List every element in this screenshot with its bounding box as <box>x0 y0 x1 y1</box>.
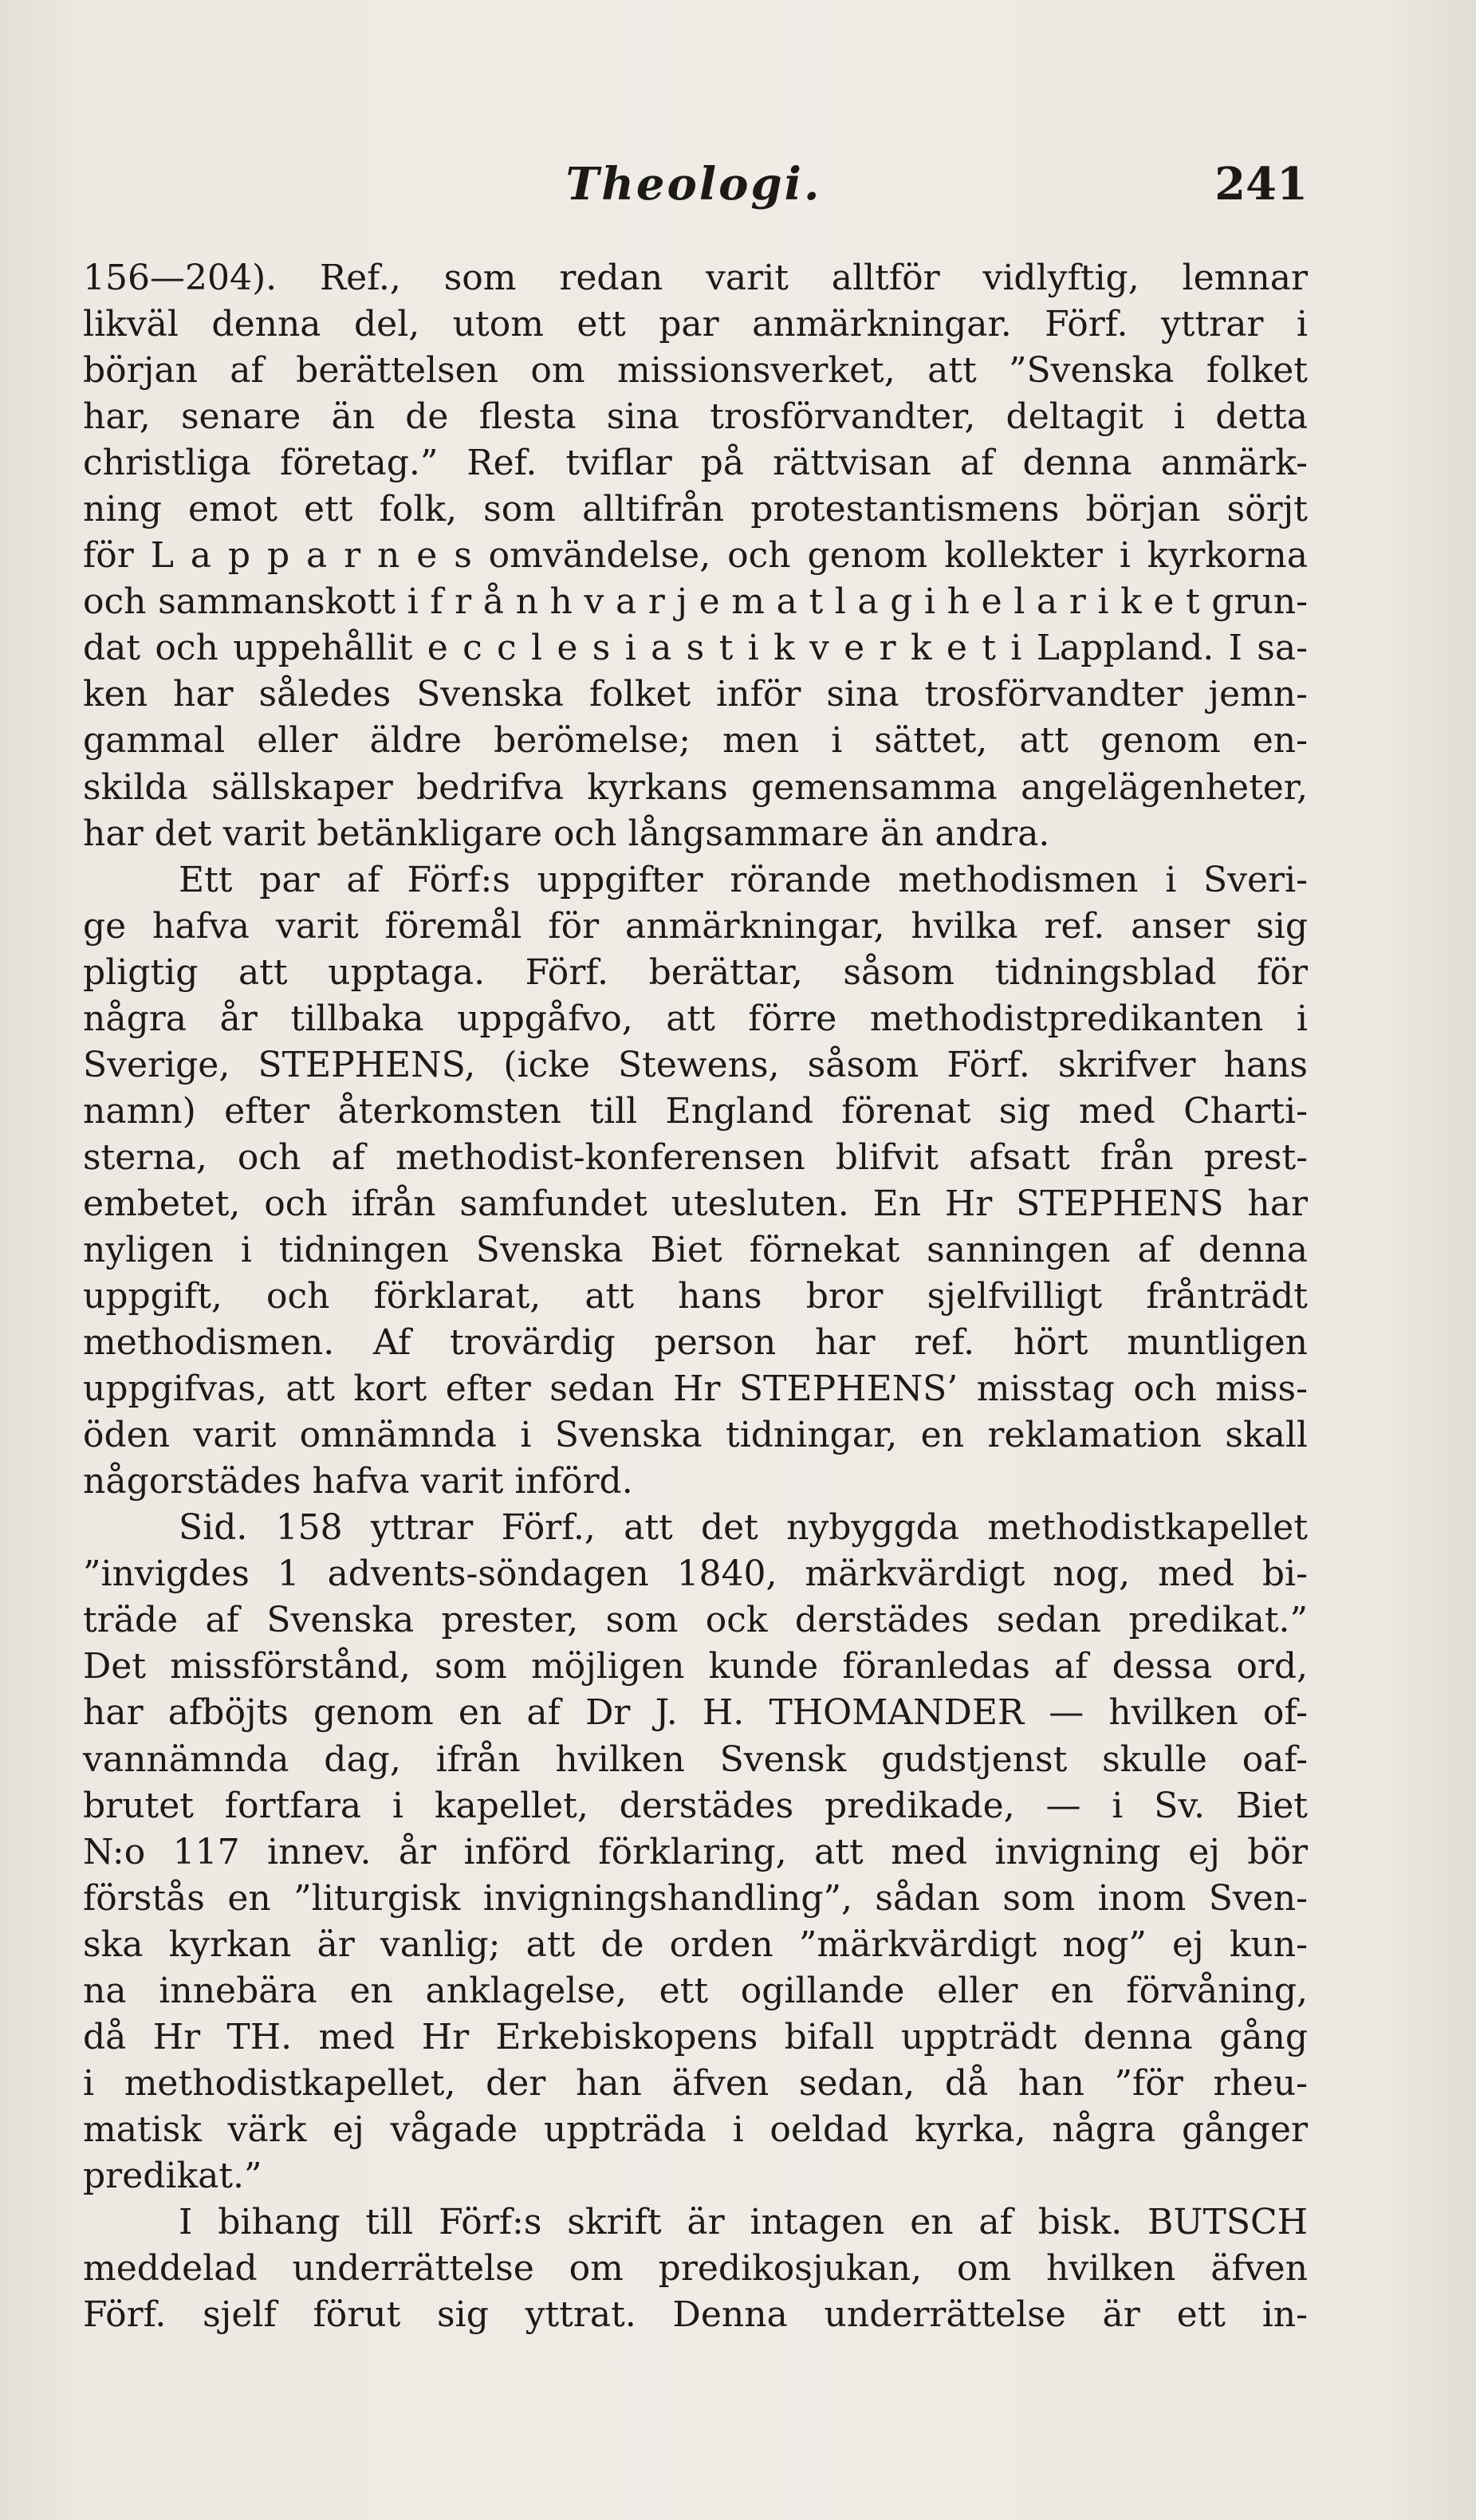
text-line: na innebära en anklagelse, ett ogillande eller en förvåning, <box>83 1970 1308 2011</box>
text-line: uppgifvas, att kort efter sedan Hr STEPHENS’ misstag och miss- <box>83 1368 1308 1410</box>
text-line: träde af Svenska prester, som ock derstädes sedan predikat.” <box>83 1600 1308 1641</box>
text-line: brutet fortfara i kapellet, derstädes predikade, — i Sv. Biet <box>83 1785 1308 1826</box>
text-line: Det missförstånd, som möjligen kunde föranledas af dessa ord, <box>83 1646 1308 1687</box>
text-line: några år tillbaka uppgåfvo, att förre methodistpredikanten i <box>83 998 1308 1039</box>
text-line: ”invigdes 1 advents-söndagen 1840, märkvärdigt nog, med bi- <box>83 1553 1308 1595</box>
text-line: N:o 117 innev. år införd förklaring, att med invigning ej bör <box>83 1831 1308 1872</box>
text-line: ska kyrkan är vanlig; att de orden ”märkvärdigt nog” ej kun- <box>83 1923 1308 1965</box>
text-line: uppgift, och förklarat, att hans bror sjelfvilligt frånträdt <box>83 1276 1308 1317</box>
page-header <box>80 158 1308 222</box>
text-line: dat och uppehållit e c c l e s i a s t i k v e r k e t i Lappland. I sa- <box>83 628 1308 669</box>
text-line: sterna, och af methodist-konferensen blifvit afsatt från prest- <box>83 1136 1308 1178</box>
text-line: Sverige, STEPHENS, (icke Stewens, såsom Förf. skrifver hans <box>83 1044 1308 1085</box>
text-line: christliga företag.” Ref. tviflar på rättvisan af denna anmärk- <box>83 443 1308 484</box>
text-line: predikat.” <box>83 2155 262 2196</box>
text-line: likväl denna del, utom ett par anmärkningar. Förf. yttrar i <box>83 304 1308 345</box>
text-line: då Hr TH. med Hr Erkebiskopens bifall uppträdt denna gång <box>83 2016 1308 2057</box>
text-line: förstås en ”liturgisk invigningshandling”, sådan som inom Sven- <box>83 1877 1308 1919</box>
text-line: någorstädes hafva varit införd. <box>83 1461 633 1502</box>
text-line: gammal eller äldre berömelse; men i sättet, att genom en- <box>83 720 1308 762</box>
body-text <box>83 255 1308 2338</box>
text-line: i methodistkapellet, der han äfven sedan, då han ”för rheu- <box>83 2062 1308 2104</box>
text-line: för L a p p a r n e s omvändelse, och genom kollekter i kyrkorna <box>83 535 1308 577</box>
text-line: Ett par af Förf:s uppgifter rörande methodismen i Sveri- <box>179 859 1308 900</box>
text-line: Förf. sjelf förut sig yttrat. Denna underrättelse är ett in- <box>83 2294 1308 2336</box>
text-line: början af berättelsen om missionsverket, att ”Svenska folket <box>83 350 1308 392</box>
text-line: ning emot ett folk, som alltifrån protestantismens början sörjt <box>83 489 1308 530</box>
text-line: och sammanskott i f r å n h v a r j e m a t l a g i h e l a r i k e t grun- <box>83 581 1308 623</box>
text-line: 156—204). Ref., som redan varit alltför vidlyftig, lemnar <box>83 258 1308 298</box>
running-title: Theologi. <box>565 158 822 211</box>
text-line: har det varit betänkligare och långsammare än andra. <box>83 813 1050 854</box>
text-line: meddelad underrättelse om predikosjukan, om hvilken äfven <box>83 2248 1308 2290</box>
text-line: matisk värk ej vågade uppträda i oeldad kyrka, några gånger <box>83 2109 1308 2150</box>
text-line: har afböjts genom en af Dr J. H. THOMANDER — hvilken of- <box>83 1692 1308 1734</box>
text-line: öden varit omnämnda i Svenska tidningar, en reklamation skall <box>83 1415 1308 1456</box>
text-line: har, senare än de flesta sina trosförvandter, deltagit i detta <box>83 396 1308 438</box>
text-line: methodismen. Af trovärdig person har ref. hört muntligen <box>83 1322 1308 1364</box>
text-line: I bihang till Förf:s skrift är intagen en af bisk. BUTSCH <box>179 2201 1308 2242</box>
text-line: skilda sällskaper bedrifva kyrkans gemensamma angelägenheter, <box>83 766 1308 808</box>
text-line: vannämnda dag, ifrån hvilken Svensk gudstjenst skulle oaf- <box>83 1738 1308 1780</box>
text-line: pligtig att upptaga. Förf. berättar, såsom tidningsblad för <box>83 951 1308 993</box>
text-line: ge hafva varit föremål för anmärkningar, hvilka ref. anser sig <box>83 905 1308 947</box>
text-line: nyligen i tidningen Svenska Biet förnekat sanningen af denna <box>83 1229 1308 1270</box>
text-line: ken har således Svenska folket inför sina trosförvandter jemn- <box>83 674 1308 715</box>
page-number: 241 <box>1214 158 1308 211</box>
text-line: namn) efter återkomsten till England förenat sig med Charti- <box>83 1090 1308 1132</box>
text-line: Sid. 158 yttrar Förf., att det nybyggda methodistkapellet <box>179 1507 1308 1549</box>
text-line: embetet, och ifrån samfundet utesluten. En Hr STEPHENS har <box>83 1183 1308 1224</box>
